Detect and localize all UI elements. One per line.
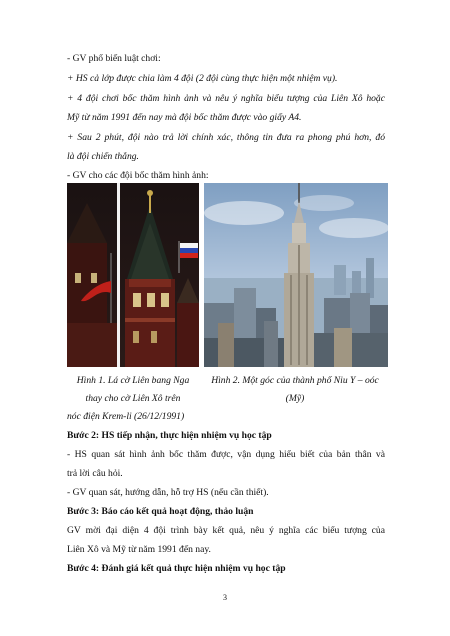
new-york-skyline-photo (204, 183, 388, 367)
step2-text-line2: trả lời câu hỏi. (67, 468, 123, 479)
images-intro: - GV cho các đội bốc thăm hình ảnh: (67, 170, 209, 181)
fig1-caption-line3: nóc điện Krem-li (26/12/1991) (67, 411, 185, 422)
rule-draw-line2: Mỹ từ năm 1991 đến nay mà đội bốc thăm được vào giấy A4. (67, 112, 302, 123)
fig2-caption-line1: Hình 2. Một góc của thành phố Niu Y – oóc (211, 375, 379, 386)
kremlin-flag-photo (67, 183, 199, 367)
rule-draw-line1: + 4 đội chơi bốc thăm hình ảnh và nêu ý nghĩa biểu tượng của Liên Xô hoặc (67, 93, 385, 104)
step3-text-line2: Liên Xô và Mỹ từ năm 1991 đến nay. (67, 544, 211, 555)
rule-teams: + HS cả lớp được chia làm 4 đội (2 đội cùng thực hiện một nhiệm vụ). (67, 73, 338, 84)
fig1-caption-line2: thay cho cờ Liên Xô trên (85, 393, 181, 404)
step3-text-line1: GV mời đại diện 4 đội trình bày kết quả, nêu ý nghĩa các biểu tượng của (67, 525, 385, 536)
fig1-caption-line1: Hình 1. Lá cờ Liên bang Nga (76, 375, 190, 386)
page-number: 3 (223, 593, 227, 602)
step4-heading: Bước 4: Đánh giá kết quả thực hiện nhiệm vụ học tập (67, 563, 286, 574)
rule-win-line2: là đội chiến thắng. (67, 151, 139, 162)
fig2-caption-line2: (Mỹ) (285, 393, 305, 404)
step2-text-line1: - HS quan sát hình ảnh bốc thăm được, vận dụng hiểu biết của bản thân và (67, 449, 385, 460)
step3-heading: Bước 3: Báo cáo kết quả hoạt động, thảo luận (67, 506, 254, 517)
rule-win-line1: + Sau 2 phút, đội nào trả lời chính xác, thông tin đưa ra phong phú hơn, đó (67, 132, 385, 143)
step2-heading: Bước 2: HS tiếp nhận, thực hiện nhiệm vụ học tập (67, 430, 272, 441)
rules-intro: - GV phổ biến luật chơi: (67, 53, 161, 64)
step2-text-line3: - GV quan sát, hướng dẫn, hỗ trợ HS (nếu cần thiết). (67, 487, 269, 498)
